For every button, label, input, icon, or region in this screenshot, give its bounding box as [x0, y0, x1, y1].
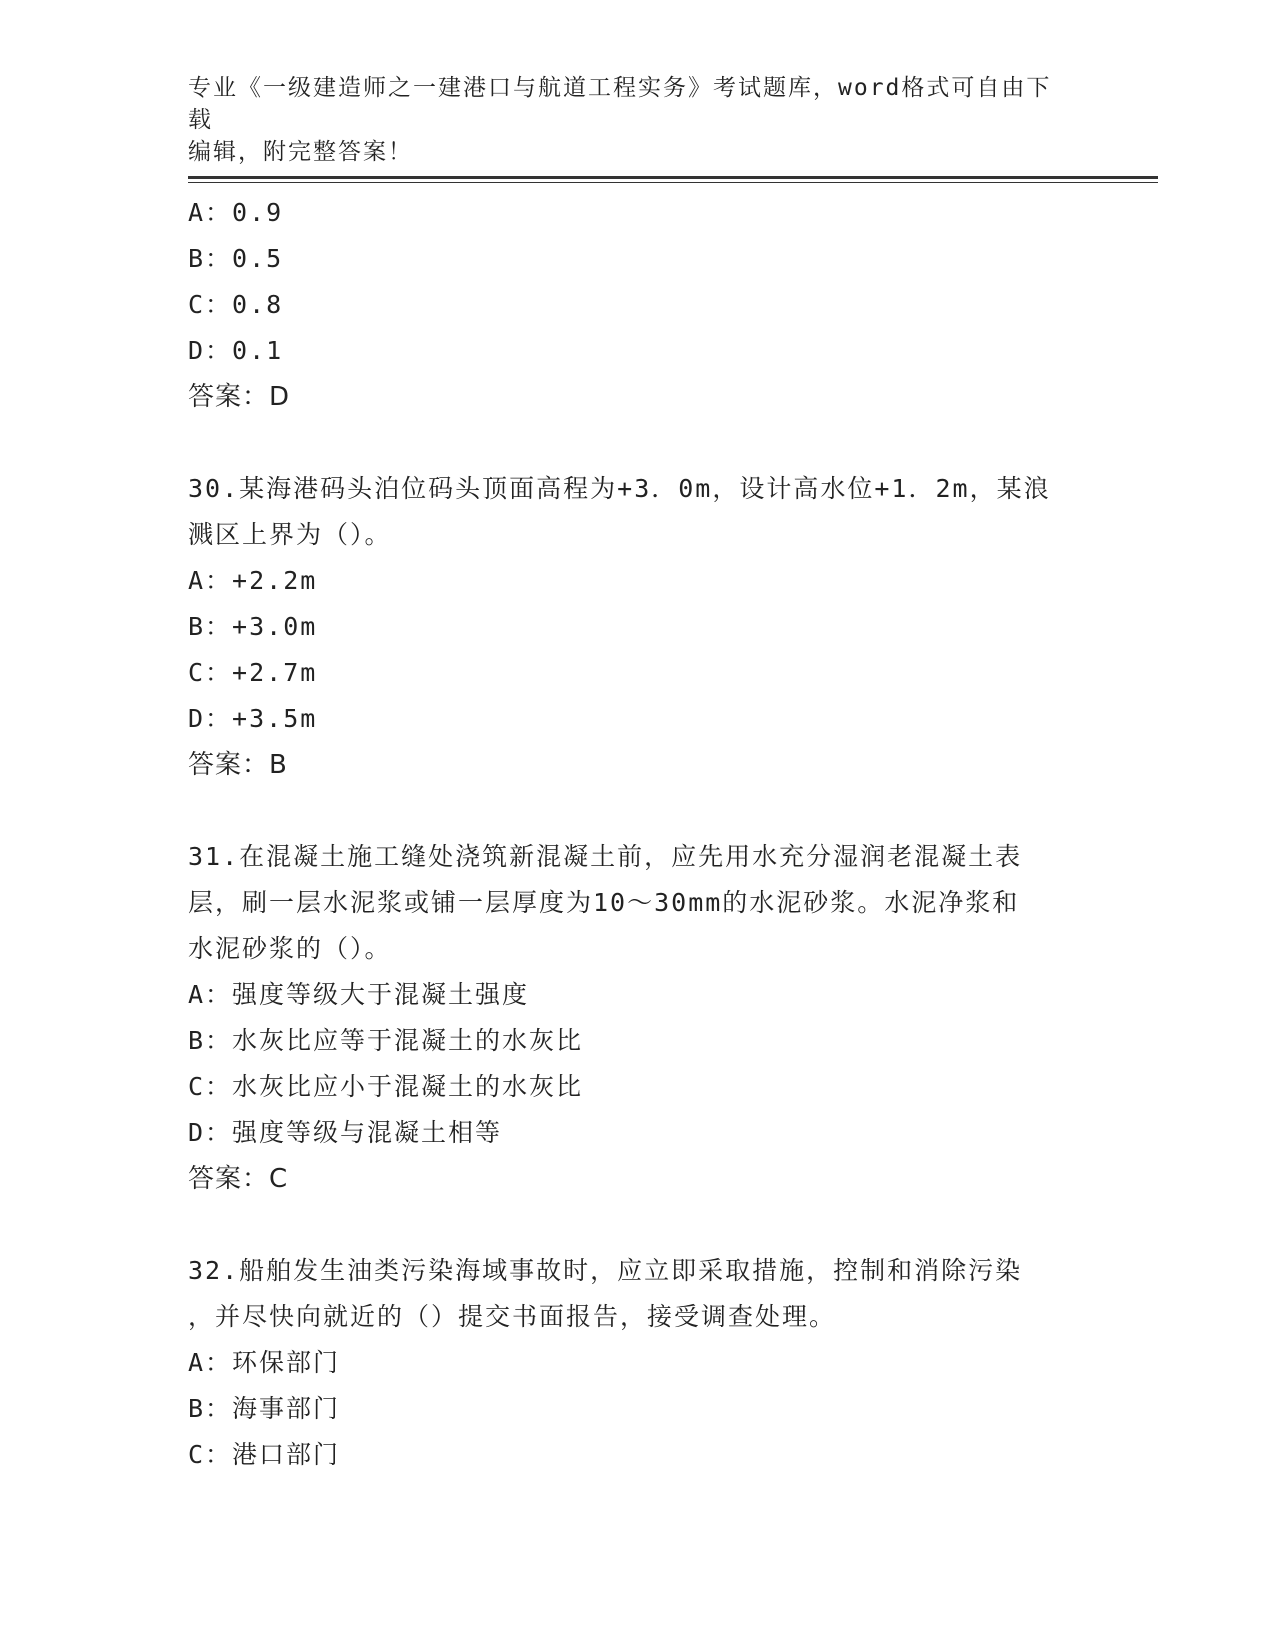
option-b: B：+3.0m — [188, 612, 318, 641]
spacer — [188, 420, 1088, 466]
question-stem-line: 层，刷一层水泥浆或铺一层厚度为10～30mm的水泥砂浆。水泥净浆和 — [188, 888, 1020, 917]
option-a: A：环保部门 — [188, 1348, 341, 1377]
option-a: A：0.9 — [188, 198, 284, 227]
answer: 答案：D — [188, 382, 291, 412]
option-b: B：海事部门 — [188, 1394, 341, 1423]
question-31 — [188, 834, 1088, 1202]
spacer — [188, 788, 1088, 834]
header-line-1: 专业《一级建造师之一建港口与航道工程实务》考试题库，word格式可自由下载 — [188, 75, 1052, 133]
option-b: B：水灰比应等于混凝土的水灰比 — [188, 1026, 584, 1055]
header-rule-thick — [188, 176, 1158, 179]
question-stem-line: 水泥砂浆的（）。 — [188, 934, 392, 963]
question-stem-line: 30.某海港码头泊位码头顶面高程为+3．0m，设计高水位+1．2m，某浪 — [188, 474, 1051, 503]
answer: 答案：C — [188, 1164, 289, 1194]
question-stem-line: 溅区上界为（）。 — [188, 520, 392, 549]
question-stem-line: 31.在混凝土施工缝处浇筑新混凝土前，应先用水充分湿润老混凝土表 — [188, 842, 1023, 871]
question-29 — [188, 190, 1088, 420]
question-30 — [188, 466, 1088, 788]
question-list — [188, 190, 1088, 1478]
header-line-2: 编辑，附完整答案！ — [188, 139, 413, 165]
option-a: A：+2.2m — [188, 566, 318, 595]
answer: 答案：B — [188, 750, 288, 780]
option-a: A：强度等级大于混凝土强度 — [188, 980, 530, 1009]
document-header — [188, 72, 1068, 168]
option-c: C：+2.7m — [188, 658, 318, 687]
option-d: D：强度等级与混凝土相等 — [188, 1118, 503, 1147]
option-c: C：港口部门 — [188, 1440, 341, 1469]
question-stem-line: 32.船舶发生油类污染海域事故时，应立即采取措施，控制和消除污染 — [188, 1256, 1023, 1285]
option-d: D：+3.5m — [188, 704, 318, 733]
question-32 — [188, 1248, 1088, 1478]
spacer — [188, 1202, 1088, 1248]
option-d: D：0.1 — [188, 336, 284, 365]
header-rule-thin — [188, 182, 1158, 183]
option-c: C：0.8 — [188, 290, 284, 319]
option-b: B：0.5 — [188, 244, 284, 273]
option-c: C：水灰比应小于混凝土的水灰比 — [188, 1072, 584, 1101]
question-stem-line: ，并尽快向就近的（）提交书面报告，接受调查处理。 — [188, 1302, 837, 1331]
